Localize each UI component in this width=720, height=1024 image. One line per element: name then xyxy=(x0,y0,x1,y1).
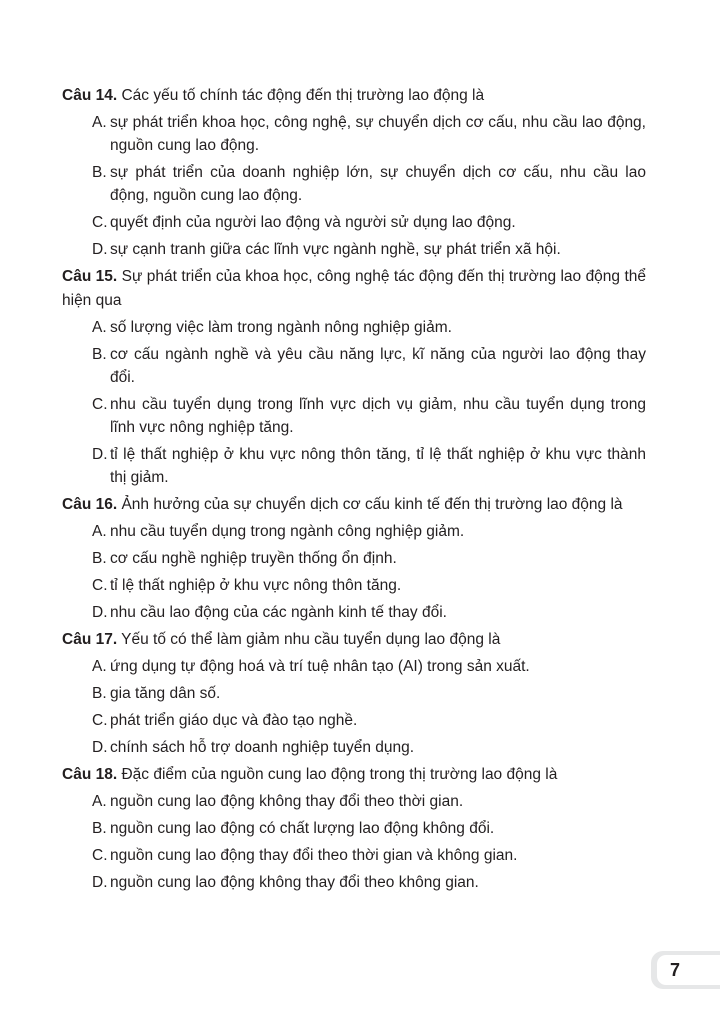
option-a xyxy=(92,316,646,339)
option-text: sự phát triển của doanh nghiệp lớn, sự chuyển dịch cơ cấu, nhu cầu lao động, nguồn cung lao động. xyxy=(110,164,646,204)
option-text: quyết định của người lao động và người sử dụng lao động. xyxy=(110,214,516,231)
option-text: tỉ lệ thất nghiệp ở khu vực nông thôn tăng. xyxy=(110,576,402,594)
option-text: gia tăng dân số. xyxy=(110,684,221,702)
option-text: ứng dụng tự động hoá và trí tuệ nhân tạo (AI) trong sản xuất. xyxy=(110,657,530,675)
question-text: Đặc điểm của nguồn cung lao động trong thị trường lao động là xyxy=(121,765,558,783)
option-c xyxy=(92,844,646,867)
option-c xyxy=(92,574,646,597)
option-text: cơ cấu nghề nghiệp truyền thống ổn định. xyxy=(110,549,397,567)
option-d xyxy=(92,871,646,894)
option-letter: D. xyxy=(92,241,108,258)
option-letter: B. xyxy=(92,164,107,181)
question-stem xyxy=(62,763,646,787)
option-d xyxy=(92,238,646,261)
option-b xyxy=(92,161,646,207)
option-text: sự phát triển khoa học, công nghệ, sự chuyển dịch cơ cấu, nhu cầu lao động, nguồn cung lao động. xyxy=(110,114,646,154)
question-label: Câu 15. xyxy=(62,268,118,285)
option-letter: B. xyxy=(92,345,107,363)
option-c xyxy=(92,393,646,439)
option-letter: D. xyxy=(92,603,108,621)
question-stem xyxy=(62,493,646,517)
option-letter: D. xyxy=(92,738,108,756)
option-text: nguồn cung lao động không thay đổi theo không gian. xyxy=(110,873,479,891)
option-letter: C. xyxy=(92,711,108,729)
question-14 xyxy=(62,84,646,261)
question-text: Sự phát triển của khoa học, công nghệ tác động đến thị trường lao động thể hiện qua xyxy=(62,268,646,309)
option-b xyxy=(92,682,646,705)
option-b xyxy=(92,817,646,840)
question-stem xyxy=(62,628,646,652)
option-text: nguồn cung lao động thay đổi theo thời gian và không gian. xyxy=(110,846,518,864)
question-stem xyxy=(62,265,646,312)
option-text: phát triển giáo dục và đào tạo nghề. xyxy=(110,711,358,729)
question-stem xyxy=(62,84,646,108)
question-15 xyxy=(62,265,646,489)
option-a xyxy=(92,790,646,813)
option-text: sự cạnh tranh giữa các lĩnh vực ngành nghề, sự phát triển xã hội. xyxy=(110,241,561,258)
option-b xyxy=(92,343,646,389)
option-a xyxy=(92,520,646,543)
page-number: 7 xyxy=(670,959,681,980)
option-b xyxy=(92,547,646,570)
question-17 xyxy=(62,628,646,759)
option-letter: C. xyxy=(92,214,108,231)
option-letter: A. xyxy=(92,522,107,540)
question-text: Các yếu tố chính tác động đến thị trường lao động là xyxy=(121,87,485,104)
option-letter: C. xyxy=(92,576,108,594)
option-letter: A. xyxy=(92,318,107,336)
option-letter: B. xyxy=(92,819,107,837)
option-text: cơ cấu ngành nghề và yêu cầu năng lực, kĩ năng của người lao động thay đổi. xyxy=(110,345,646,386)
option-d xyxy=(92,443,646,489)
page-number-tab xyxy=(651,951,720,989)
option-text: số lượng việc làm trong ngành nông nghiệp giảm. xyxy=(110,318,452,336)
option-text: chính sách hỗ trợ doanh nghiệp tuyển dụng. xyxy=(110,738,415,756)
option-letter: B. xyxy=(92,684,107,702)
option-c xyxy=(92,709,646,732)
option-d xyxy=(92,736,646,759)
option-letter: A. xyxy=(92,114,107,131)
question-16 xyxy=(62,493,646,624)
question-label: Câu 16. xyxy=(62,495,118,513)
option-text: tỉ lệ thất nghiệp ở khu vực nông thôn tăng, tỉ lệ thất nghiệp ở khu vực thành thị giảm. xyxy=(110,445,646,486)
option-a xyxy=(92,111,646,157)
option-a xyxy=(92,655,646,678)
option-letter: C. xyxy=(92,395,108,413)
option-text: nhu cầu lao động của các ngành kinh tế thay đổi. xyxy=(110,603,447,621)
option-text: nguồn cung lao động có chất lượng lao động không đổi. xyxy=(110,819,495,837)
option-letter: D. xyxy=(92,873,108,891)
option-c xyxy=(92,211,646,234)
option-text: nguồn cung lao động không thay đổi theo thời gian. xyxy=(110,792,464,810)
option-letter: D. xyxy=(92,445,108,463)
option-letter: A. xyxy=(92,792,107,810)
page-number-box xyxy=(657,955,720,985)
question-label: Câu 14. xyxy=(62,87,118,104)
question-label: Câu 17. xyxy=(62,630,118,648)
option-text: nhu cầu tuyển dụng trong ngành công nghiệp giảm. xyxy=(110,522,465,540)
option-text: nhu cầu tuyển dụng trong lĩnh vực dịch vụ giảm, nhu cầu tuyển dụng trong lĩnh vực nông nghiệp tăng. xyxy=(110,395,646,436)
option-letter: A. xyxy=(92,657,107,675)
option-d xyxy=(92,601,646,624)
question-label: Câu 18. xyxy=(62,765,118,783)
option-letter: B. xyxy=(92,549,107,567)
question-text: Yếu tố có thể làm giảm nhu cầu tuyển dụng lao động là xyxy=(121,630,501,648)
question-18 xyxy=(62,763,646,894)
question-list xyxy=(62,84,646,898)
option-letter: C. xyxy=(92,846,108,864)
question-text: Ảnh hưởng của sự chuyển dịch cơ cấu kinh tế đến thị trường lao động là xyxy=(121,495,623,513)
